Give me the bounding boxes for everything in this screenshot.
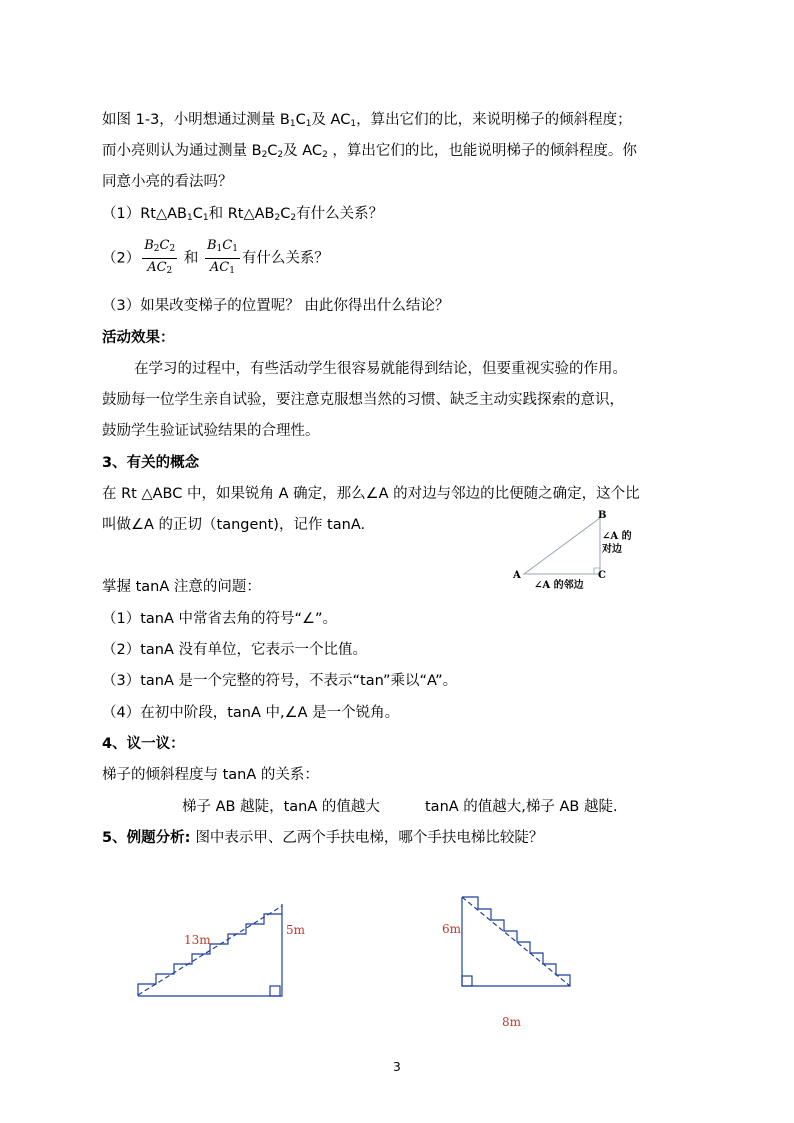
discuss-statement-2: tanA 的值越大,梯子 AB 越陡. <box>425 799 618 815</box>
heading-example: 5、例题分析: <box>102 830 196 846</box>
question-2: （2） $\frac{B_2C_2}{AC_2}$ 和 $\frac{B_1C_1}{AC_1}$ 有什么关系？ <box>102 238 329 274</box>
example-heading-line: 5、例题分析: 图中表示甲、乙两个手扶电梯，哪个手扶电梯比较陡？ <box>102 830 544 846</box>
opposite-side-label-2: 对边 <box>602 544 622 555</box>
intro-line-3: 同意小亮的看法吗？ <box>102 174 233 190</box>
effect-line-2: 鼓励每一位学生亲自试验，要注意克服想当然的习惯、缺乏主动实践探索的意识， <box>102 392 624 408</box>
adjacent-side-label: ∠A 的邻边 <box>534 580 584 591</box>
heading-activity-effect: 活动效果： <box>102 330 175 346</box>
vertex-c-label: C <box>598 570 606 581</box>
intro-line-2: 而小亮则认为通过测量 $B_2C_2$及 $AC_2$ ，算出它们的比，也能说明梯子的倾斜程度。你 <box>102 143 637 160</box>
master-point-3: （3）tanA 是一个完整的符号，不表示“tan”乘以“A”。 <box>102 673 458 689</box>
right-triangle-diagram <box>508 506 638 594</box>
effect-line-1: 在学习的过程中，有些活动学生很容易就能得到结论，但要重视实验的作用。 <box>134 361 627 377</box>
concept-line-1: 在 Rt △ABC 中，如果锐角 A 确定，那么∠A 的对边与邻边的比便随之确定，这个比 <box>102 486 640 502</box>
effect-line-3: 鼓励学生验证试验结果的合理性。 <box>102 423 320 439</box>
concept-line-2: 叫做∠A 的正切（tangent)，记作 tanA. <box>102 517 366 533</box>
master-heading: 掌握 tanA 注意的问题： <box>102 579 261 595</box>
page-number: 3 <box>393 1060 401 1074</box>
heading-concept: 3、有关的概念 <box>102 455 200 471</box>
master-point-2: （2）tanA 没有单位，它表示一个比值。 <box>102 642 368 658</box>
escalator-diagram-1 <box>130 900 315 1005</box>
question-3: （3）如果改变梯子的位置呢？ 由此你得出什么结论？ <box>102 298 450 314</box>
fraction-b1c1-ac1: $\frac{B_1C_1}{AC_1}$ <box>206 238 238 276</box>
master-point-1: （1）tanA 中常省去角的符号“∠”。 <box>102 611 338 627</box>
discuss-statement-1: 梯子 AB 越陡，tanA 的值越大 <box>182 799 380 815</box>
escalator-diagram-2 <box>438 895 588 995</box>
escalator-2-height-label: 6m <box>442 922 462 936</box>
opposite-side-label-1: ∠A 的 <box>602 531 632 542</box>
master-point-4: （4）在初中阶段，tanA 中,∠A 是一个锐角。 <box>102 705 400 721</box>
vertex-a-label: A <box>513 570 521 581</box>
escalator-2-base-label: 8m <box>502 1015 522 1029</box>
escalator-1-hypotenuse-label: 13m <box>184 933 211 947</box>
fraction-b2c2-ac2: $\frac{B_2C_2}{AC_2}$ <box>144 238 176 276</box>
vertex-b-label: B <box>598 510 607 521</box>
heading-discuss: 4、议一议： <box>102 736 185 752</box>
escalator-1-height-label: 5m <box>286 923 306 937</box>
discuss-line-1: 梯子的倾斜程度与 tanA 的关系： <box>102 767 319 783</box>
question-1: $(1)Rt\triangle AB_1C_1$和 $Rt\triangle AB_2C_2$有什么关系？ <box>102 206 384 223</box>
intro-line-1: 如图 1-3，小明想通过测量 $B_1C_1$及 $AC_1$，算出它们的比，来说明梯子的倾斜程度； <box>102 112 632 129</box>
